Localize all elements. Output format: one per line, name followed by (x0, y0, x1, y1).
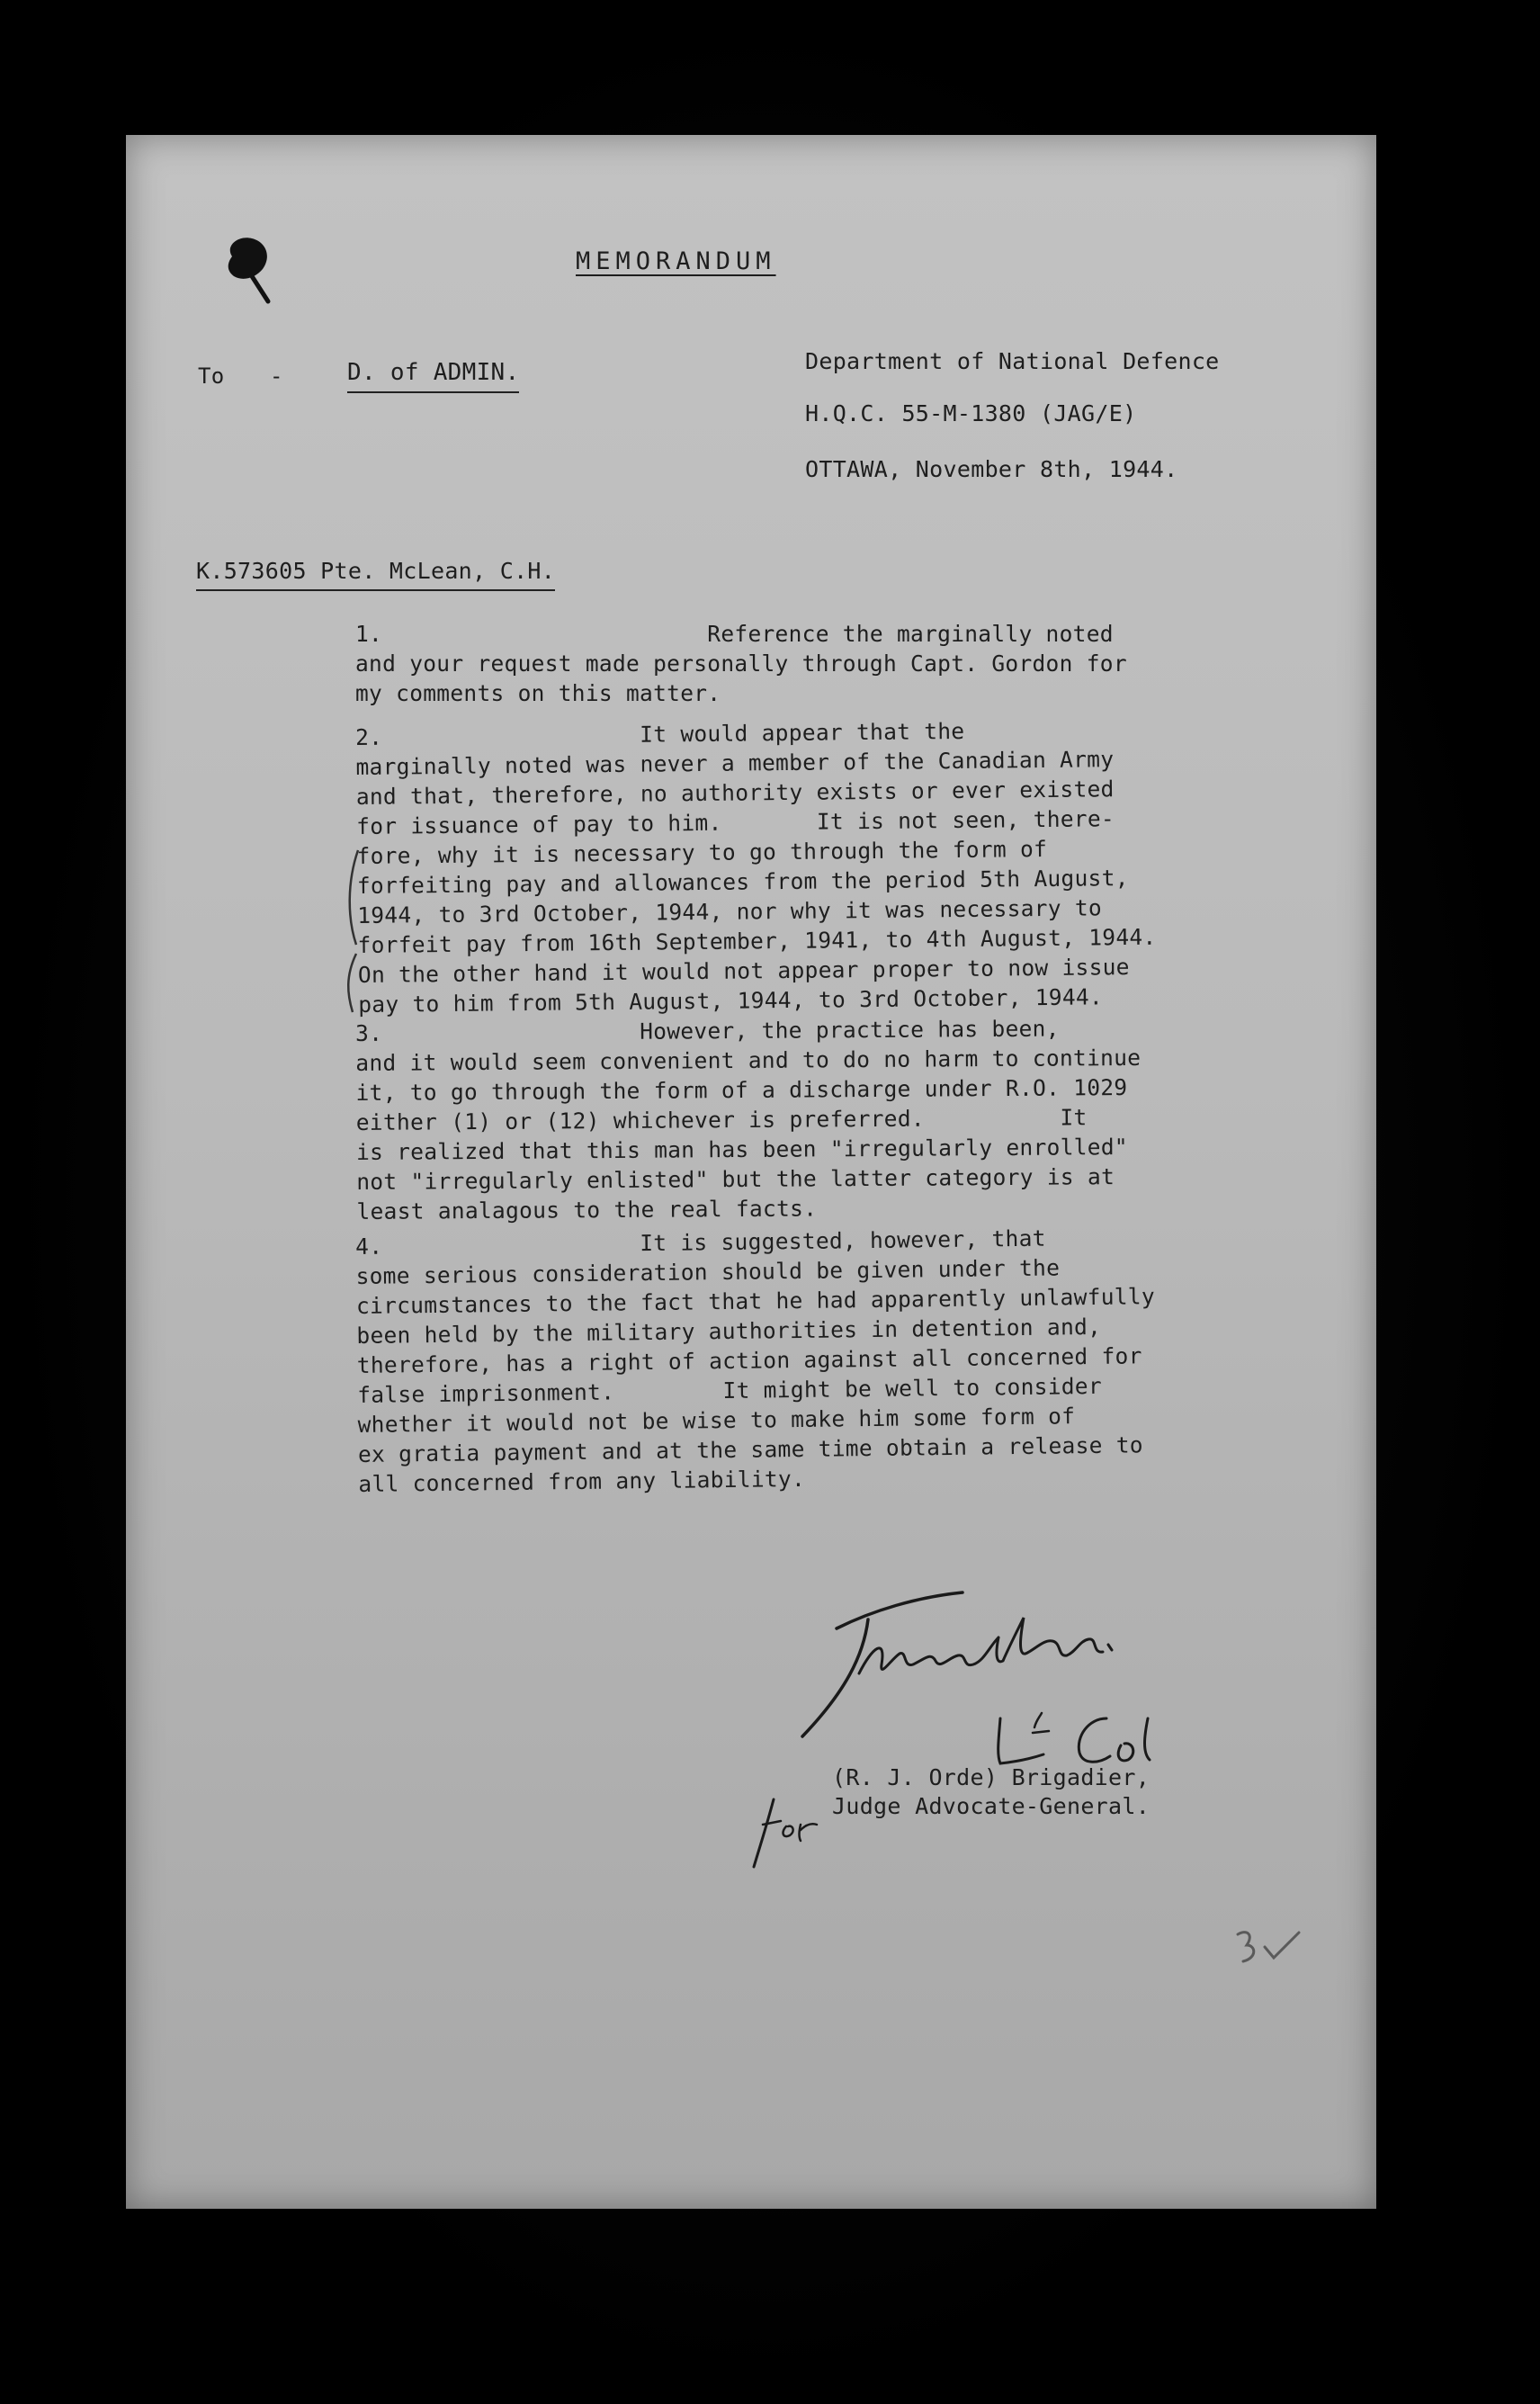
signature-block: (R. J. Orde) Brigadier, Judge Advocate-General. (832, 1764, 1151, 1819)
page-number-mark (1232, 1925, 1313, 1979)
margin-bracket-mark (340, 846, 367, 1017)
memo-title: MEMORANDUM (576, 247, 776, 275)
place-date-line: OTTAWA, November 8th, 1944. (805, 456, 1178, 482)
to-label: To (198, 363, 225, 389)
subject-line: K.573605 Pte. McLean, C.H. (196, 556, 555, 591)
handwritten-for (747, 1781, 828, 1871)
paragraph-3: 3. However, the practice has been, and it would seem convenient and to do no harm to continue it, to go through the form of a discharge under R.O. 1029 either (1) or (12) whichever is preferred. It is realized that this man has been "irregularly enrolled" not "irregularly enlisted" but the latter category is at least analagous to the real facts. (355, 1015, 1142, 1224)
punch-hole-mark (216, 229, 279, 310)
department-line: Department of National Defence (805, 348, 1220, 374)
to-recipient: D. of ADMIN. (347, 358, 519, 393)
paragraph-1: 1. Reference the marginally noted and your request made personally through Capt. Gordon for my comments on this matter. (355, 621, 1127, 706)
to-dash: - (270, 363, 283, 389)
file-reference: H.Q.C. 55-M-1380 (JAG/E) (805, 400, 1137, 426)
paragraph-4: 4. It is suggested, however, that some serious consideration should be given under the circumstances to the fact that he had apparently unlawfully been held by the military authorities in detention and, therefore, has a right of action against all concerned for false imprisonment. It might be well to consider whether it would not be wise to make him some form of ex gratia payment and at the same time obtain a release to all concerned from any liability. (355, 1224, 1156, 1497)
paragraph-2: 2. It would appear that the marginally noted was never a member of the Canadian Army and that, therefore, no authority exists or ever existed for issuance of pay to him. It is not seen, there- fore, why it is necessary to go through the form of forfeiting pay and allowances from the period 5th August, 1944, to 3rd October, 1944, nor why it was necessary to forfeit pay from 16th September, 1941, to 4th August, 1944. On the other hand it would not appear proper to now issue pay to him from 5th August, 1944, to 3rd October, 1944. (355, 717, 1157, 1018)
